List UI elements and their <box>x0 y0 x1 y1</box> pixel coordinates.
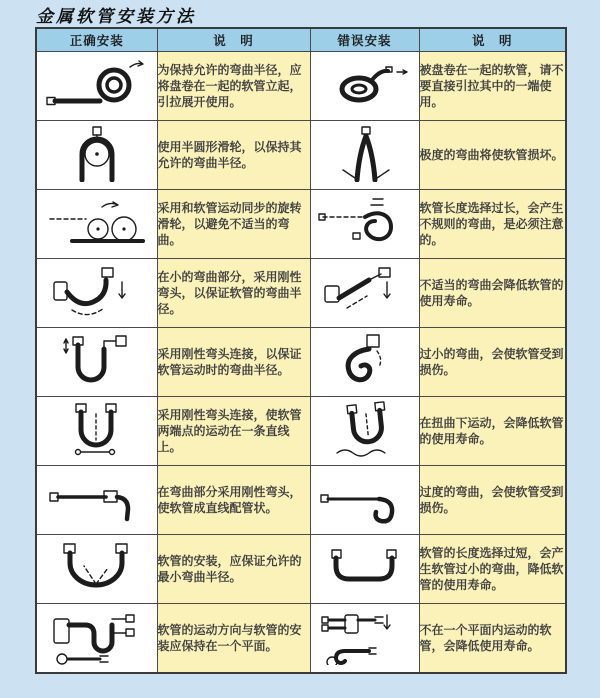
wrong-illustration-cell <box>310 190 419 259</box>
header-row <box>36 28 566 52</box>
table-row <box>36 604 566 674</box>
rigid-elbow-inline-motion-icon <box>42 400 152 458</box>
twisted-u-hose-icon <box>317 400 413 458</box>
correct-note: 在弯曲部分采用刚性弯头，使软管成直线配管状。 <box>157 466 310 535</box>
correct-illustration-cell <box>36 535 157 604</box>
wrong-note: 软管的长度选择过短，会产生软管过小的弯曲，降低软管的使用寿命。 <box>419 535 566 604</box>
wrong-illustration-cell <box>310 328 419 397</box>
correct-illustration-cell <box>36 52 157 121</box>
correct-note: 使用半圆形滑轮，以保持其允许的弯曲半径。 <box>157 121 310 190</box>
correct-illustration-cell <box>36 397 157 466</box>
correct-illustration-cell <box>36 190 157 259</box>
short-hose-tight-bend-icon <box>317 538 413 596</box>
improper-sharp-bend-icon <box>317 262 413 320</box>
wrong-note: 极度的弯曲将使软管损坏。 <box>419 121 566 190</box>
wrong-illustration-cell <box>310 121 419 190</box>
straight-piping-with-elbow-icon <box>42 469 152 527</box>
table-row <box>36 259 566 328</box>
col-header-wrong-note: 说 明 <box>419 28 566 52</box>
sharply-folded-hose-icon <box>317 124 413 182</box>
wrong-note: 在扭曲下运动，会降低软管的使用寿命。 <box>419 397 566 466</box>
correct-illustration-cell <box>36 259 157 328</box>
wrong-illustration-cell <box>310 52 419 121</box>
wrong-illustration-cell <box>310 397 419 466</box>
correct-note: 软管的安装，应保证允许的最小弯曲半径。 <box>157 535 310 604</box>
table-row <box>36 190 566 259</box>
wrong-note: 被盘卷在一起的软管，请不要直接引拉其中的一端使用。 <box>419 52 566 121</box>
out-of-plane-motion-icon <box>317 607 413 665</box>
overbent-hose-end-icon <box>317 469 413 527</box>
installation-table <box>35 27 567 674</box>
minimum-bend-radius-u-icon <box>42 538 152 596</box>
overlong-hose-irregular-loop-icon <box>317 193 413 251</box>
synchronized-rotating-pulleys-icon <box>42 193 152 251</box>
rigid-elbow-u-hang-icon <box>42 331 152 389</box>
wrong-illustration-cell <box>310 604 419 674</box>
correct-illustration-cell <box>36 604 157 674</box>
table-row <box>36 466 566 535</box>
wrong-illustration-cell <box>310 259 419 328</box>
correct-note: 采用刚性弯头连接，使软管两端点的运动在一条直线上。 <box>157 397 310 466</box>
wrong-note: 过度的弯曲，会使软管受到损伤。 <box>419 466 566 535</box>
semicircular-pulley-hose-icon <box>42 124 152 182</box>
wrong-note: 不适当的弯曲会降低软管的使用寿命。 <box>419 259 566 328</box>
wrong-note: 过小的弯曲，会使软管受到损伤。 <box>419 328 566 397</box>
coiled-hose-direct-pull-icon <box>317 55 413 113</box>
same-plane-motion-trap-icon <box>42 607 152 665</box>
col-header-correct-note: 说 明 <box>157 28 310 52</box>
wrong-illustration-cell <box>310 466 419 535</box>
table-row <box>36 121 566 190</box>
correct-note: 软管的运动方向与软管的安装应保持在一个平面。 <box>157 604 310 674</box>
table-row <box>36 535 566 604</box>
correct-illustration-cell <box>36 121 157 190</box>
correct-note: 在小的弯曲部分，采用刚性弯头，以保证软管的弯曲半径。 <box>157 259 310 328</box>
page-title: 金属软管安装方法 <box>36 7 196 27</box>
coiled-hose-standing-unroll-icon <box>42 55 152 113</box>
wrong-note: 不在一个平面内运动的软管，会降低使用寿命。 <box>419 604 566 674</box>
table-row <box>36 328 566 397</box>
rigid-elbow-small-bend-icon <box>42 262 152 320</box>
wrong-note: 软管长度选择过长，会产生不规则的弯曲，是必须注意的。 <box>419 190 566 259</box>
col-header-correct-install: 正确安装 <box>36 28 157 52</box>
correct-note: 采用刚性弯头连接，以保证软管运动时的弯曲半径。 <box>157 328 310 397</box>
table-row <box>36 397 566 466</box>
table-row <box>36 52 566 121</box>
correct-illustration-cell <box>36 328 157 397</box>
correct-illustration-cell <box>36 466 157 535</box>
col-header-wrong-install: 错误安装 <box>310 28 419 52</box>
wrong-illustration-cell <box>310 535 419 604</box>
correct-note: 采用和软管运动同步的旋转滑轮，以避免不适当的弯曲。 <box>157 190 310 259</box>
too-small-bend-hook-icon <box>317 331 413 389</box>
correct-note: 为保持允许的弯曲半径，应将盘卷在一起的软管立起，引拉展开使用。 <box>157 52 310 121</box>
